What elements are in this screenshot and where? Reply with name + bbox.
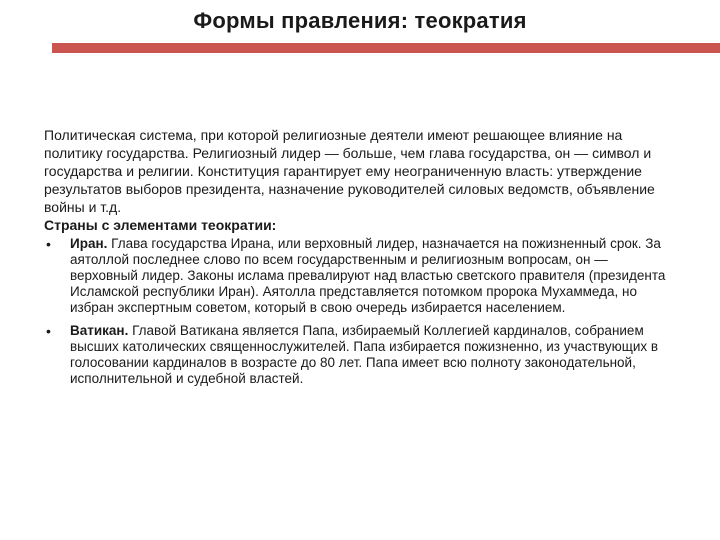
slide-body bbox=[44, 126, 674, 394]
countries-heading: Страны с элементами теократии: bbox=[44, 217, 277, 233]
intro-paragraph: Политическая система, при которой религиозные деятели имеют решающее влияние на политику государства. Религиозный лидер — больше, чем глава государства, он — символ и государства и религии. Конституция гарантирует ему неограниченную власть: утверждение результатов выборов президента, назначение руководителей силовых ведомств, объявление войны и т.д. bbox=[44, 127, 655, 215]
list-item-iran bbox=[44, 236, 674, 316]
countries-list bbox=[44, 236, 674, 387]
country-name: Иран. bbox=[70, 236, 108, 251]
title-accent-bar bbox=[52, 43, 720, 53]
list-item-vatican bbox=[44, 323, 674, 387]
bullet-icon: • bbox=[46, 323, 51, 339]
country-description: Главой Ватикана является Папа, избираемый Коллегией кардиналов, собранием высших католических священнослужителей. Папа избирается пожизненно, из участвующих в голосовании кардиналов в возрасте до 80 лет. Папа имеет всю полноту законодательной, исполнительной и судебной властей. bbox=[70, 323, 659, 386]
bullet-icon: • bbox=[46, 236, 51, 252]
country-name: Ватикан. bbox=[70, 323, 129, 338]
country-description: Глава государства Ирана, или верховный лидер, назначается на пожизненный срок. За аятоллой последнее слово по всем государственным и религиозным вопросам, он — верховный лидер. Законы ислама превалируют над властью светского правителя (президента Исламской республики Иран). Аятолла представляется потомком пророка Мухаммеда, но избран экспертным советом, который в свою очередь избирается населением. bbox=[70, 236, 666, 315]
slide-title: Формы правления: теократия bbox=[193, 8, 527, 33]
